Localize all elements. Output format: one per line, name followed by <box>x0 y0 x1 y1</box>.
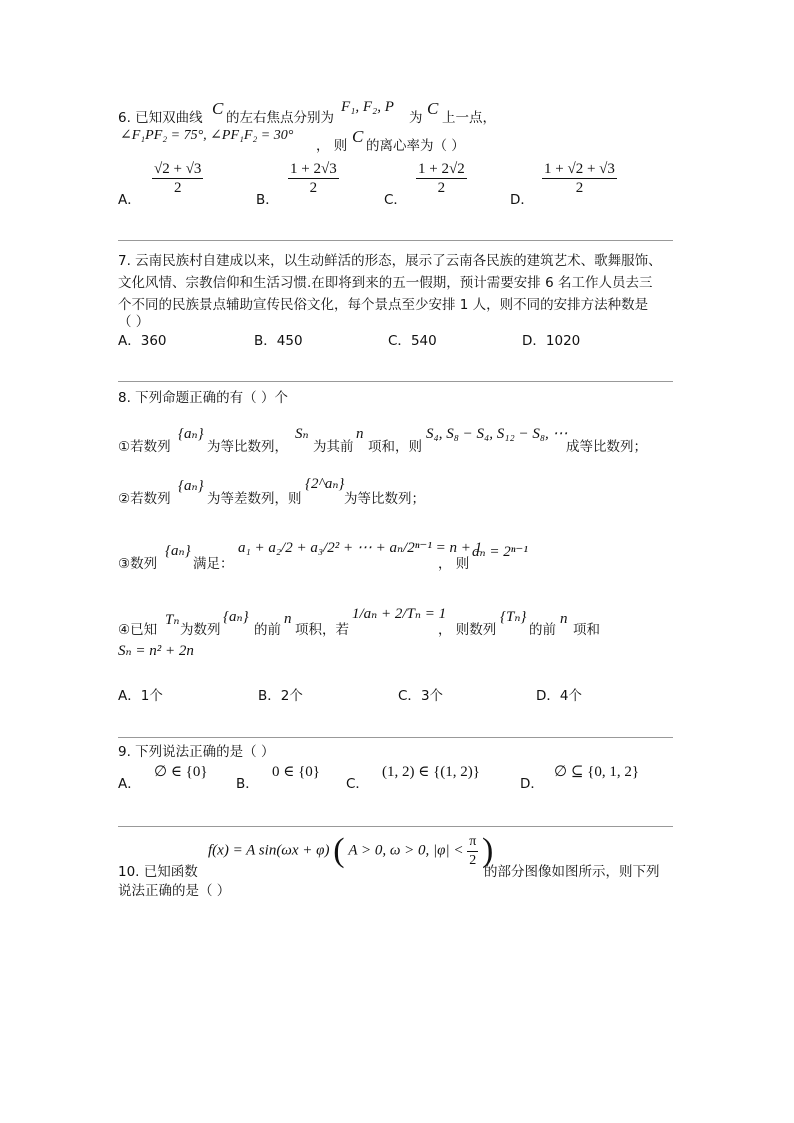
q7-line-1: 7. 云南民族村自建成以来，以生动鲜活的形态，展示了云南各民族的建筑艺术、歌舞服饰、 <box>118 253 662 269</box>
q8-s4-math: 1/aₙ + 2/Tₙ = 1 <box>352 606 447 622</box>
q6-curve-C: C <box>212 99 224 118</box>
q8-s1-text-b: 为等比数列， <box>207 439 288 455</box>
divider <box>118 240 673 241</box>
option-value: 360 <box>140 333 167 349</box>
option-value: 2个 <box>280 688 303 704</box>
option-value: 1020 <box>545 333 581 349</box>
q8-s3-text-b: 满足： <box>193 556 234 572</box>
option-label: B． <box>236 776 259 792</box>
q8-s2-seq: {aₙ} <box>178 478 204 494</box>
q6-text-1: 6. 已知双曲线 <box>118 110 203 126</box>
q10-function <box>208 832 493 878</box>
q8-option-a[interactable] <box>118 686 163 706</box>
option-value: ∅ ∈ {0} <box>154 764 208 780</box>
q8-option-d[interactable] <box>536 686 582 706</box>
q6-text-3: 为 <box>409 110 423 126</box>
q7-line-2: 文化风情、宗教信仰和生活习惯.在即将到来的五一假期，预计需要安排 6 名工作人员去三 <box>118 275 653 291</box>
q8-s3-text-a: ③数列 <box>118 556 158 572</box>
option-label: A． <box>118 688 141 704</box>
q8-s4-Tn: Tₙ <box>165 612 180 628</box>
q8-s1-math: S₄, S₈ − S₄, S₁₂ − S₈, ⋯ <box>426 426 568 442</box>
q10-paren-close: ) <box>482 832 494 869</box>
q8-s4-n: n <box>284 611 292 627</box>
q6-ecc-C: C <box>352 127 364 146</box>
option-value: ∅ ⊆ {0, 1, 2} <box>554 764 640 780</box>
option-fraction: $\frac{1 + 2√2}{2}$ <box>418 161 465 196</box>
option-label: D． <box>536 688 560 704</box>
option-label: C． <box>346 776 369 792</box>
q8-s1-text-d: 项和，则 <box>368 439 422 455</box>
option-label: D． <box>520 776 544 792</box>
q8-s4-text-a: ④已知 <box>118 622 158 638</box>
q7-line-4: （ ） <box>118 314 150 330</box>
option-label: A． <box>118 776 141 792</box>
q6-text-4: 上一点， <box>442 110 496 126</box>
option-value: 450 <box>276 333 303 349</box>
q8-s1-text-e: 成等比数列； <box>566 439 647 455</box>
q8-s1-n: n <box>356 426 364 442</box>
option-label: D． <box>522 333 546 349</box>
divider <box>118 381 673 382</box>
q10-text-2: 的部分图像如图所示，则下列 <box>484 864 660 880</box>
q6-text-2: 的左右焦点分别为 <box>226 110 334 126</box>
q8-title: 8. 下列命题正确的有（ ）个 <box>118 390 288 406</box>
q8-s1-Sn: Sₙ <box>295 426 309 442</box>
divider <box>118 737 673 738</box>
option-value: 3个 <box>420 688 444 704</box>
option-fraction: $\frac{1 + √2 + √3}{2}$ <box>544 161 615 196</box>
option-label: A． <box>118 192 141 208</box>
q6-text-5: ， 则 <box>316 138 348 154</box>
q8-s4-text-g: 项和 <box>573 622 600 638</box>
q8-s1-text-c: 为其前 <box>313 439 354 455</box>
option-value: 0 ∈ {0} <box>272 764 321 780</box>
option-fraction: $\frac{1 + 2√3}{2}$ <box>290 161 337 196</box>
q8-s4-text-f: 的前 <box>529 622 556 638</box>
option-value: (1, 2) ∈ {(1, 2)} <box>382 764 480 780</box>
q8-s3-math: a₁ + a₂/2 + a₃/2² + ⋯ + aₙ/2ⁿ⁻¹ = n + 1 <box>238 540 483 556</box>
q8-s4-seqT: {Tₙ} <box>500 609 527 625</box>
q8-option-c[interactable] <box>398 686 443 706</box>
option-fraction: $\frac{√2 + √3}{2}$ <box>154 161 202 196</box>
q8-s3-text-c: ， 则 <box>438 556 470 572</box>
option-label: A． <box>118 333 141 349</box>
q8-s1-text-a: ①若数列 <box>118 439 171 455</box>
q10-condition: A > 0, ω > 0, |φ| < <box>348 842 464 859</box>
q8-s3-seq: {aₙ} <box>165 543 191 559</box>
q10-func-expr: f(x) = A sin(ωx + φ) <box>208 842 330 859</box>
q10-paren-open: ( <box>333 832 345 869</box>
q8-s4-n2: n <box>560 611 568 627</box>
divider <box>118 826 673 827</box>
q8-s3-result: aₙ = 2ⁿ⁻¹ <box>472 544 528 560</box>
q10-pi-half: $\frac{\pi}{2}$ <box>469 833 477 868</box>
q8-s2-text-c: 为等比数列； <box>344 491 425 507</box>
q8-s1-seq: {aₙ} <box>178 426 204 442</box>
q10-text-1: 10. 已知函数 <box>118 864 198 880</box>
option-label: C． <box>398 688 421 704</box>
q6-text-6: 的离心率为（ ） <box>366 138 465 154</box>
option-label: C． <box>388 333 411 349</box>
q8-s4-text-b: 为数列 <box>180 622 221 638</box>
q8-s4-text-d: 项积，若 <box>295 622 349 638</box>
option-label: B． <box>256 192 279 208</box>
q9-title: 9. 下列说法正确的是（ ） <box>118 744 275 760</box>
option-value: 4个 <box>559 688 582 704</box>
q8-s4-text-e: ， 则数列 <box>438 622 497 638</box>
q8-option-b[interactable] <box>258 686 303 706</box>
q7-line-3: 个不同的民族景点辅助宣传民俗文化，每个景点至少安排 1 人，则不同的安排方法种数是 <box>118 297 649 313</box>
option-value: 1个 <box>140 688 163 704</box>
option-label: B． <box>258 688 281 704</box>
option-label: D． <box>510 192 534 208</box>
q8-s2-text-a: ②若数列 <box>118 491 171 507</box>
q7-option-c[interactable] <box>388 331 437 351</box>
q8-s4-seq: {aₙ} <box>223 609 249 625</box>
q8-s4-sum: Sₙ = n² + 2n <box>118 643 194 659</box>
q6-point-C: C <box>427 99 439 118</box>
option-label: B． <box>254 333 277 349</box>
q7-option-a[interactable] <box>118 331 167 351</box>
q8-s2-math: {2^aₙ} <box>305 476 345 492</box>
q10-text-3: 说法正确的是（ ） <box>118 883 231 899</box>
q8-s2-text-b: 为等差数列，则 <box>207 491 302 507</box>
option-label: C． <box>384 192 407 208</box>
option-value: 540 <box>410 333 437 349</box>
q6-foci-P: F₁, F₂, P <box>341 99 394 115</box>
q8-s4-text-c: 的前 <box>254 622 281 638</box>
q7-option-b[interactable] <box>254 331 303 351</box>
q7-option-d[interactable] <box>522 331 580 351</box>
q6-angle-condition: ∠F₁PF₂ = 75°, ∠PF₁F₂ = 30° <box>120 128 294 143</box>
